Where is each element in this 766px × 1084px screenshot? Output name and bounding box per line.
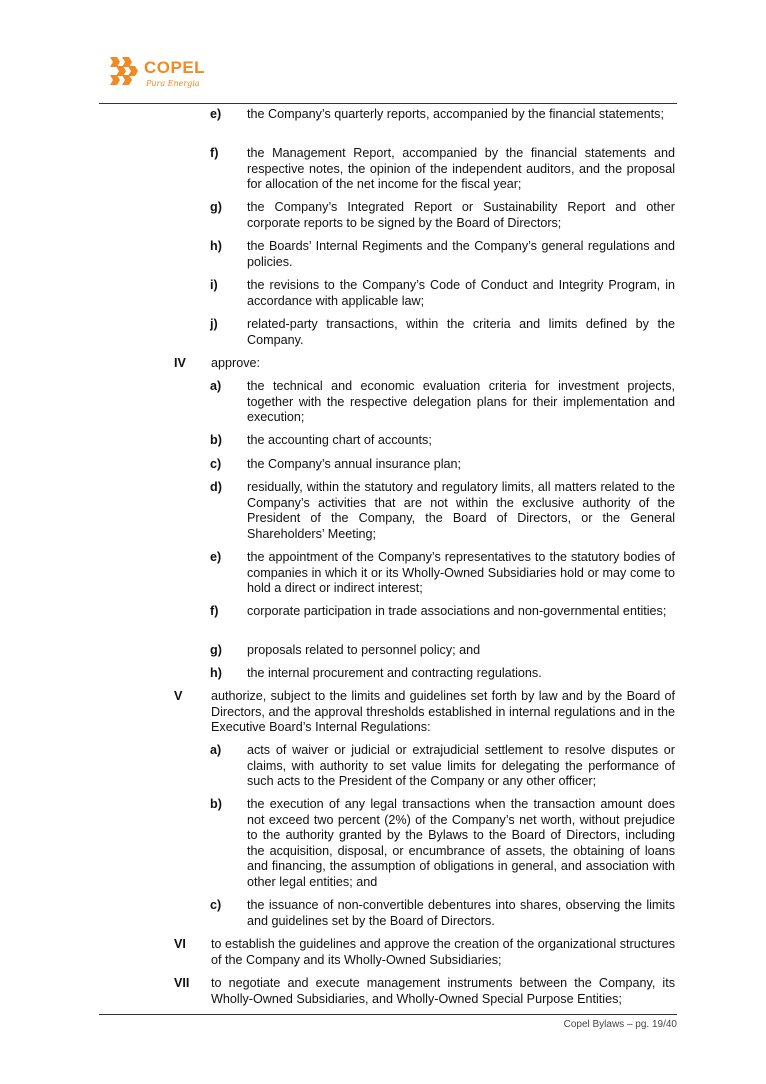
item-label: a)	[210, 379, 222, 393]
header-divider	[99, 103, 677, 104]
item-label: g)	[210, 200, 222, 214]
item-label: e)	[210, 107, 222, 121]
item-label: g)	[210, 643, 222, 657]
item-label: h)	[210, 666, 222, 680]
item-label: e)	[210, 550, 222, 564]
section-label: IV	[174, 356, 186, 370]
item-text: acts of waiver or judicial or extrajudicial settlement to resolve disputes or claims, with authority to set value limits for delegating the performance of such acts to the President of the Company or any other officer;	[247, 743, 675, 789]
item-text: the issuance of non-convertible debentures into shares, observing the limits and guidelines set by the Board of Directors.	[247, 898, 675, 928]
item-label: j)	[210, 317, 218, 331]
item-text: residually, within the statutory and regulatory limits, all matters related to the Company’s activities that are not within the exclusive authority of the President of the Company, the Board of Directors, or the General Shareholders’ Meeting;	[247, 480, 675, 541]
section-text: authorize, subject to the limits and guidelines set forth by law and by the Board of Directors, and the approval thresholds established in internal regulations and in the Executive Board’s Internal Regulations:	[211, 689, 675, 735]
item-label: c)	[210, 898, 222, 912]
item-label: d)	[210, 480, 222, 494]
item-text: the appointment of the Company’s representatives to the statutory bodies of companies in which it or its Wholly-Owned Subsidiaries hold or may come to hold a direct or indirect interest;	[247, 550, 675, 596]
item-text: corporate participation in trade associations and non-governmental entities;	[247, 604, 667, 618]
item-text: the technical and economic evaluation criteria for investment projects, together with the respective delegation plans for their implementation and execution;	[247, 379, 675, 425]
item-text: related-party transactions, within the criteria and limits defined by the Company.	[247, 317, 675, 347]
logo	[108, 54, 228, 94]
section-label: V	[174, 689, 183, 703]
item-label: f)	[210, 146, 219, 160]
section-text: approve:	[211, 356, 261, 370]
item-label: f)	[210, 604, 219, 618]
footer-divider	[99, 1014, 677, 1015]
section-text: to establish the guidelines and approve the creation of the organizational structures of the Company and its Wholly-Owned Subsidiaries;	[211, 937, 675, 967]
item-text: the accounting chart of accounts;	[247, 433, 432, 447]
logo-text: COPEL	[144, 58, 206, 77]
item-text: the Management Report, accompanied by the financial statements and respective notes, the opinion of the independent auditors, and the proposal for allocation of the net income for the fiscal year;	[247, 146, 675, 192]
item-label: a)	[210, 743, 222, 757]
page-footer: Copel Bylaws – pg. 19/40	[563, 1019, 677, 1030]
item-text: the Boards’ Internal Regiments and the Company’s general regulations and policies.	[247, 239, 675, 269]
item-label: h)	[210, 239, 222, 253]
item-text: the Company’s annual insurance plan;	[247, 457, 462, 471]
section-label: VI	[174, 937, 186, 951]
item-label: b)	[210, 797, 222, 811]
item-text: the internal procurement and contracting regulations.	[247, 666, 542, 680]
item-text: the revisions to the Company’s Code of Conduct and Integrity Program, in accordance with applicable law;	[247, 278, 675, 308]
item-text: the execution of any legal transactions when the transaction amount does not exceed two percent (2%) of the Company’s net worth, without prejudice to the authority granted by the Bylaws to the Board of Directors, including the acquisition, disposal, or encumbrance of assets, the obtaining of loans and financing, the assumption of obligations in general, and association with other legal entities; and	[247, 797, 675, 889]
item-label: i)	[210, 278, 218, 292]
item-label: c)	[210, 457, 222, 471]
item-text: proposals related to personnel policy; and	[247, 643, 481, 657]
item-text: the Company’s quarterly reports, accompanied by the financial statements;	[247, 107, 664, 121]
item-label: b)	[210, 433, 222, 447]
section-text: to negotiate and execute management instruments between the Company, its Wholly-Owned Subsidiaries, and Wholly-Owned Special Purpose Entities;	[211, 976, 675, 1006]
copel-logo-icon	[108, 56, 140, 86]
section-label: VII	[174, 976, 190, 990]
logo-tagline: Pura Energia	[146, 79, 200, 88]
item-text: the Company’s Integrated Report or Sustainability Report and other corporate reports to be signed by the Board of Directors;	[247, 200, 675, 230]
